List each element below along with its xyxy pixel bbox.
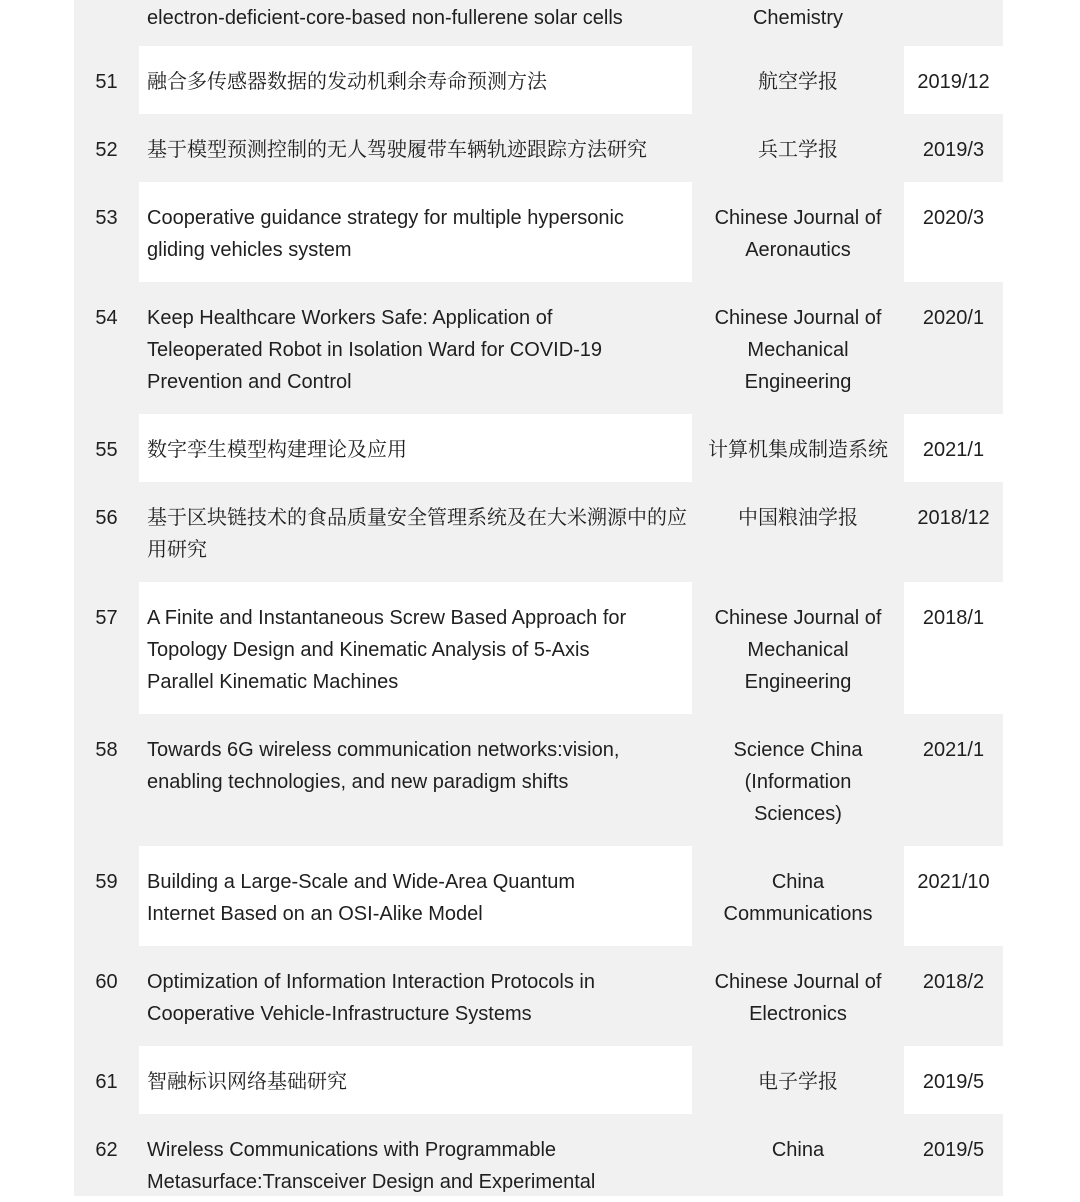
publish-date-cell: 2021/10 [904, 846, 1003, 946]
table-row [74, 482, 1003, 582]
journal-name-cell [692, 114, 904, 182]
publish-date-cell: 2019/5 [904, 1046, 1003, 1114]
publish-date-cell [904, 0, 1003, 46]
journal-line: Chinese Journal of [714, 207, 882, 229]
journal-name-cell [692, 0, 904, 46]
paper-title-cell [139, 182, 692, 282]
row-number-cell: 51 [95, 71, 118, 93]
journal-line: China [771, 871, 825, 893]
row-number-cell: 59 [95, 871, 118, 893]
journal-line: 计算机集成制造系统 [708, 439, 888, 461]
publish-date-cell: 2020/3 [904, 182, 1003, 282]
journal-line: Science China [733, 739, 863, 761]
journal-line: Chinese Journal of [714, 307, 882, 329]
journal-name-cell [692, 46, 904, 114]
table-row [74, 46, 1003, 114]
row-number-cell: 62 [95, 1139, 118, 1161]
journal-line: Engineering [744, 671, 852, 693]
journal-line: China [771, 1139, 825, 1161]
journal-line: Mechanical [747, 339, 849, 361]
journal-name-cell [692, 1114, 904, 1196]
title-line: A Finite and Instantaneous Screw Based Approach for [147, 607, 627, 629]
publish-date-cell: 2020/1 [922, 307, 985, 329]
title-line: Towards 6G wireless communication networks:vision, [147, 739, 620, 761]
title-line: gliding vehicles system [147, 239, 352, 261]
table-row [74, 282, 1003, 414]
paper-title-cell [139, 114, 692, 182]
paper-title-cell [139, 1114, 692, 1196]
table-row [74, 114, 1003, 182]
title-line: Internet Based on an OSI-Alike Model [147, 903, 483, 925]
journal-line: 兵工学报 [758, 139, 838, 161]
publish-date-cell: 2018/1 [904, 582, 1003, 714]
publish-date-cell: 2019/3 [922, 139, 985, 161]
row-number-cell: 52 [95, 139, 118, 161]
journal-line: Sciences) [754, 803, 842, 825]
table-row [74, 1114, 1003, 1196]
journal-name-cell [692, 846, 904, 946]
journal-name-cell [692, 714, 904, 846]
title-line: 智融标识网络基础研究 [147, 1071, 347, 1093]
table-row [74, 946, 1003, 1046]
title-line: Metasurface:Transceiver Design and Experimental [147, 1171, 596, 1193]
journal-line: Chinese Journal of [714, 607, 882, 629]
title-line: Wireless Communications with Programmable [147, 1139, 557, 1161]
paper-title-cell [139, 414, 692, 482]
title-line: Building a Large-Scale and Wide-Area Quantum [147, 871, 576, 893]
row-number-cell: 56 [95, 507, 118, 529]
journal-line: Engineering [744, 371, 852, 393]
row-number-cell: 57 [95, 607, 118, 629]
journal-name-cell [692, 946, 904, 1046]
journal-line: Aeronautics [745, 239, 851, 261]
paper-title-cell [139, 46, 692, 114]
journal-line: 电子学报 [758, 1071, 838, 1093]
journal-line: Mechanical [747, 639, 849, 661]
journal-line: Electronics [749, 1003, 847, 1025]
row-number-cell [74, 0, 139, 46]
journal-name-cell [692, 182, 904, 282]
title-line: Prevention and Control [147, 371, 352, 393]
title-line: enabling technologies, and new paradigm shifts [147, 771, 569, 793]
table-row [74, 714, 1003, 846]
title-line: 基于模型预测控制的无人驾驶履带车辆轨迹跟踪方法研究 [147, 139, 647, 161]
row-number-cell: 60 [95, 971, 118, 993]
paper-title-cell [139, 1046, 692, 1114]
title-line: Cooperative Vehicle-Infrastructure Systems [147, 1003, 532, 1025]
publish-date-cell: 2019/5 [922, 1139, 985, 1161]
journal-name-cell [692, 282, 904, 414]
paper-title-cell [139, 482, 692, 582]
publish-date-cell: 2019/12 [904, 46, 1003, 114]
title-line: Topology Design and Kinematic Analysis of 5-Axis [147, 639, 590, 661]
table-row [74, 1046, 1003, 1114]
journal-line: 航空学报 [758, 71, 838, 93]
journal-name-cell [692, 482, 904, 582]
title-line: 用研究 [147, 539, 207, 561]
table-row [74, 0, 1003, 46]
table-row [74, 414, 1003, 482]
title-line: Cooperative guidance strategy for multiple hypersonic [147, 207, 624, 229]
title-line: Parallel Kinematic Machines [147, 671, 399, 693]
paper-title-cell [139, 846, 692, 946]
journal-line: 中国粮油学报 [738, 507, 858, 529]
publications-table [74, 0, 1003, 1196]
table-row [74, 846, 1003, 946]
journal-line: Communications [723, 903, 873, 925]
paper-title-cell [139, 0, 692, 46]
title-line: Teleoperated Robot in Isolation Ward for COVID-19 [147, 339, 603, 361]
title-line: Optimization of Information Interaction Protocols in [147, 971, 595, 993]
paper-title-cell [139, 282, 692, 414]
row-number-cell: 58 [95, 739, 118, 761]
title-line: 基于区块链技术的食品质量安全管理系统及在大米溯源中的应 [147, 507, 687, 529]
paper-title-cell [139, 946, 692, 1046]
row-number-cell: 54 [95, 307, 118, 329]
publish-date-cell: 2021/1 [904, 414, 1003, 482]
row-number-cell: 53 [95, 207, 118, 229]
paper-title-cell [139, 714, 692, 846]
title-line: electron-deficient-core-based non-fullerene solar cells [147, 7, 623, 29]
row-number-cell: 61 [95, 1071, 118, 1093]
journal-name-cell [692, 582, 904, 714]
publish-date-cell: 2018/12 [917, 507, 990, 529]
journal-name-cell [692, 414, 904, 482]
table-row [74, 182, 1003, 282]
publish-date-cell: 2021/1 [922, 739, 985, 761]
paper-title-cell [139, 582, 692, 714]
row-number-cell: 55 [95, 439, 118, 461]
title-line: Keep Healthcare Workers Safe: Application of [147, 307, 553, 329]
title-line: 数字孪生模型构建理论及应用 [147, 439, 407, 461]
table-row [74, 582, 1003, 714]
journal-name-cell [692, 1046, 904, 1114]
journal-line: (Information [744, 771, 852, 793]
journal-line: Chinese Journal of [714, 971, 882, 993]
title-line: 融合多传感器数据的发动机剩余寿命预测方法 [147, 71, 547, 93]
publish-date-cell: 2018/2 [922, 971, 985, 993]
journal-line: Chemistry [752, 7, 843, 29]
